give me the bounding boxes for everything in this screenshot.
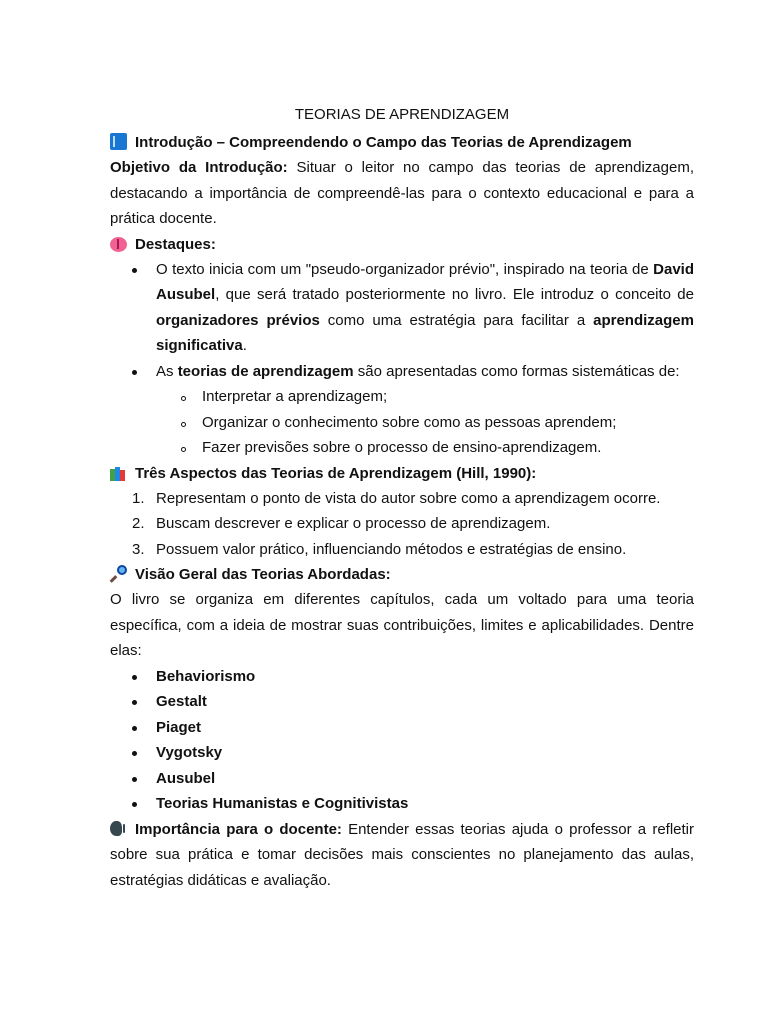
aspects-heading-text: Três Aspectos das Teorias de Aprendizagem (Hill, 1990):: [135, 464, 537, 482]
bullet-icon: [132, 726, 137, 731]
blue-book-icon: [110, 133, 127, 150]
theory-name: Vygotsky: [156, 744, 223, 761]
item-text: Buscam descrever e explicar o processo de aprendizagem.: [156, 515, 551, 532]
overview-paragraph: O livro se organiza em diferentes capítulos, cada um voltado para uma teoria específica, com a ideia de mostrar suas contribuições, limites e aplicabilidades. Dentre elas:: [110, 591, 694, 659]
list-item: [110, 689, 694, 715]
bullet-icon: [132, 700, 137, 705]
bullet-icon: [132, 675, 137, 680]
circle-bullet-icon: [181, 447, 186, 452]
theory-name: Teorias Humanistas e Cognitivistas: [156, 795, 409, 812]
sub-item-text: Fazer previsões sobre o processo de ensino-aprendizagem.: [202, 439, 602, 456]
list-item: [110, 257, 694, 359]
list-item: [110, 715, 694, 741]
sub-item-text: Interpretar a aprendizagem;: [202, 388, 388, 405]
sub-list-item: [110, 410, 694, 436]
sub-item-text: Organizar o conhecimento sobre como as pessoas aprendem;: [202, 413, 617, 431]
item-text: , que será tratado posteriormente no livro. Ele introduz o conceito de: [215, 286, 694, 303]
list-item: [110, 791, 694, 817]
item-bold-text: teorias de aprendizagem: [177, 362, 354, 380]
theory-name: Behaviorismo: [156, 667, 256, 685]
list-item: [110, 511, 694, 537]
importance-text: Entender essas teorias ajuda o professor a refletir sobre sua prática e tomar decisões mais conscientes no planejamento das aulas, estratégias didáticas e avaliação.: [110, 820, 694, 889]
item-text: O texto inicia com um "pseudo-organizador prévio", inspirado na teoria de: [156, 260, 654, 278]
page-title: TEORIAS DE APRENDIZAGEM: [294, 106, 510, 123]
intro-heading: [110, 130, 694, 155]
list-item: [110, 766, 694, 792]
books-icon: [110, 466, 127, 481]
list-item: [110, 359, 694, 385]
sub-list-item: [110, 435, 694, 461]
item-text: como uma estratégia para facilitar a: [319, 311, 594, 329]
speaking-head-icon: [110, 820, 127, 837]
item-text: Representam o ponto de vista do autor sobre como a aprendizagem ocorre.: [156, 489, 661, 507]
bullet-icon: [132, 370, 137, 375]
highlights-list: [110, 257, 694, 385]
bullet-icon: [132, 751, 137, 756]
bullet-icon: [132, 268, 137, 273]
list-item: [110, 537, 694, 563]
aspects-heading: [110, 461, 694, 486]
highlights-heading: [110, 232, 694, 257]
magnifying-glass-icon: [110, 565, 127, 582]
item-text: Possuem valor prático, influenciando métodos e estratégias de ensino.: [156, 540, 627, 558]
circle-bullet-icon: [181, 422, 186, 427]
item-bold-text: aprendizagem significativa: [156, 311, 694, 354]
theory-name: Gestalt: [156, 693, 207, 710]
list-item: [110, 740, 694, 766]
bullet-icon: [132, 802, 137, 807]
item-bold-text: organizadores prévios: [156, 311, 320, 329]
brain-icon: [110, 237, 127, 252]
circle-bullet-icon: [181, 396, 186, 401]
intro-objective: [110, 155, 694, 232]
document-content: [110, 104, 694, 893]
item-text: .: [242, 337, 247, 354]
theory-name: Ausubel: [156, 769, 216, 787]
list-item: [110, 664, 694, 690]
aspects-list: [110, 486, 694, 563]
item-number: 1.: [132, 489, 145, 507]
objective-text: Situar o leitor no campo das teorias de aprendizagem, destacando a importância de compreendê-las para o contexto educacional e para a prática docente.: [110, 159, 695, 227]
theory-name: Piaget: [156, 718, 202, 736]
overview-heading: [110, 562, 694, 587]
highlights-sublist: [110, 384, 694, 461]
bullet-icon: [132, 777, 137, 782]
item-text: são apresentadas como formas sistemáticas de:: [353, 362, 680, 380]
item-bold-text: David Ausubel: [156, 260, 694, 303]
item-number: 2.: [132, 515, 145, 532]
importance-paragraph: [110, 817, 694, 894]
intro-heading-text: Introdução – Compreendendo o Campo das Teorias de Aprendizagem: [135, 134, 632, 151]
item-number: 3.: [132, 540, 145, 558]
list-item: [110, 486, 694, 512]
sub-list-item: [110, 384, 694, 410]
theories-list: [110, 664, 694, 817]
objective-label: Objetivo da Introdução:: [110, 159, 288, 176]
importance-label: Importância para o docente:: [135, 820, 342, 838]
item-text: As: [156, 362, 178, 380]
highlights-heading-text: Destaques:: [135, 235, 216, 253]
overview-heading-text: Visão Geral das Teorias Abordadas:: [135, 566, 391, 583]
